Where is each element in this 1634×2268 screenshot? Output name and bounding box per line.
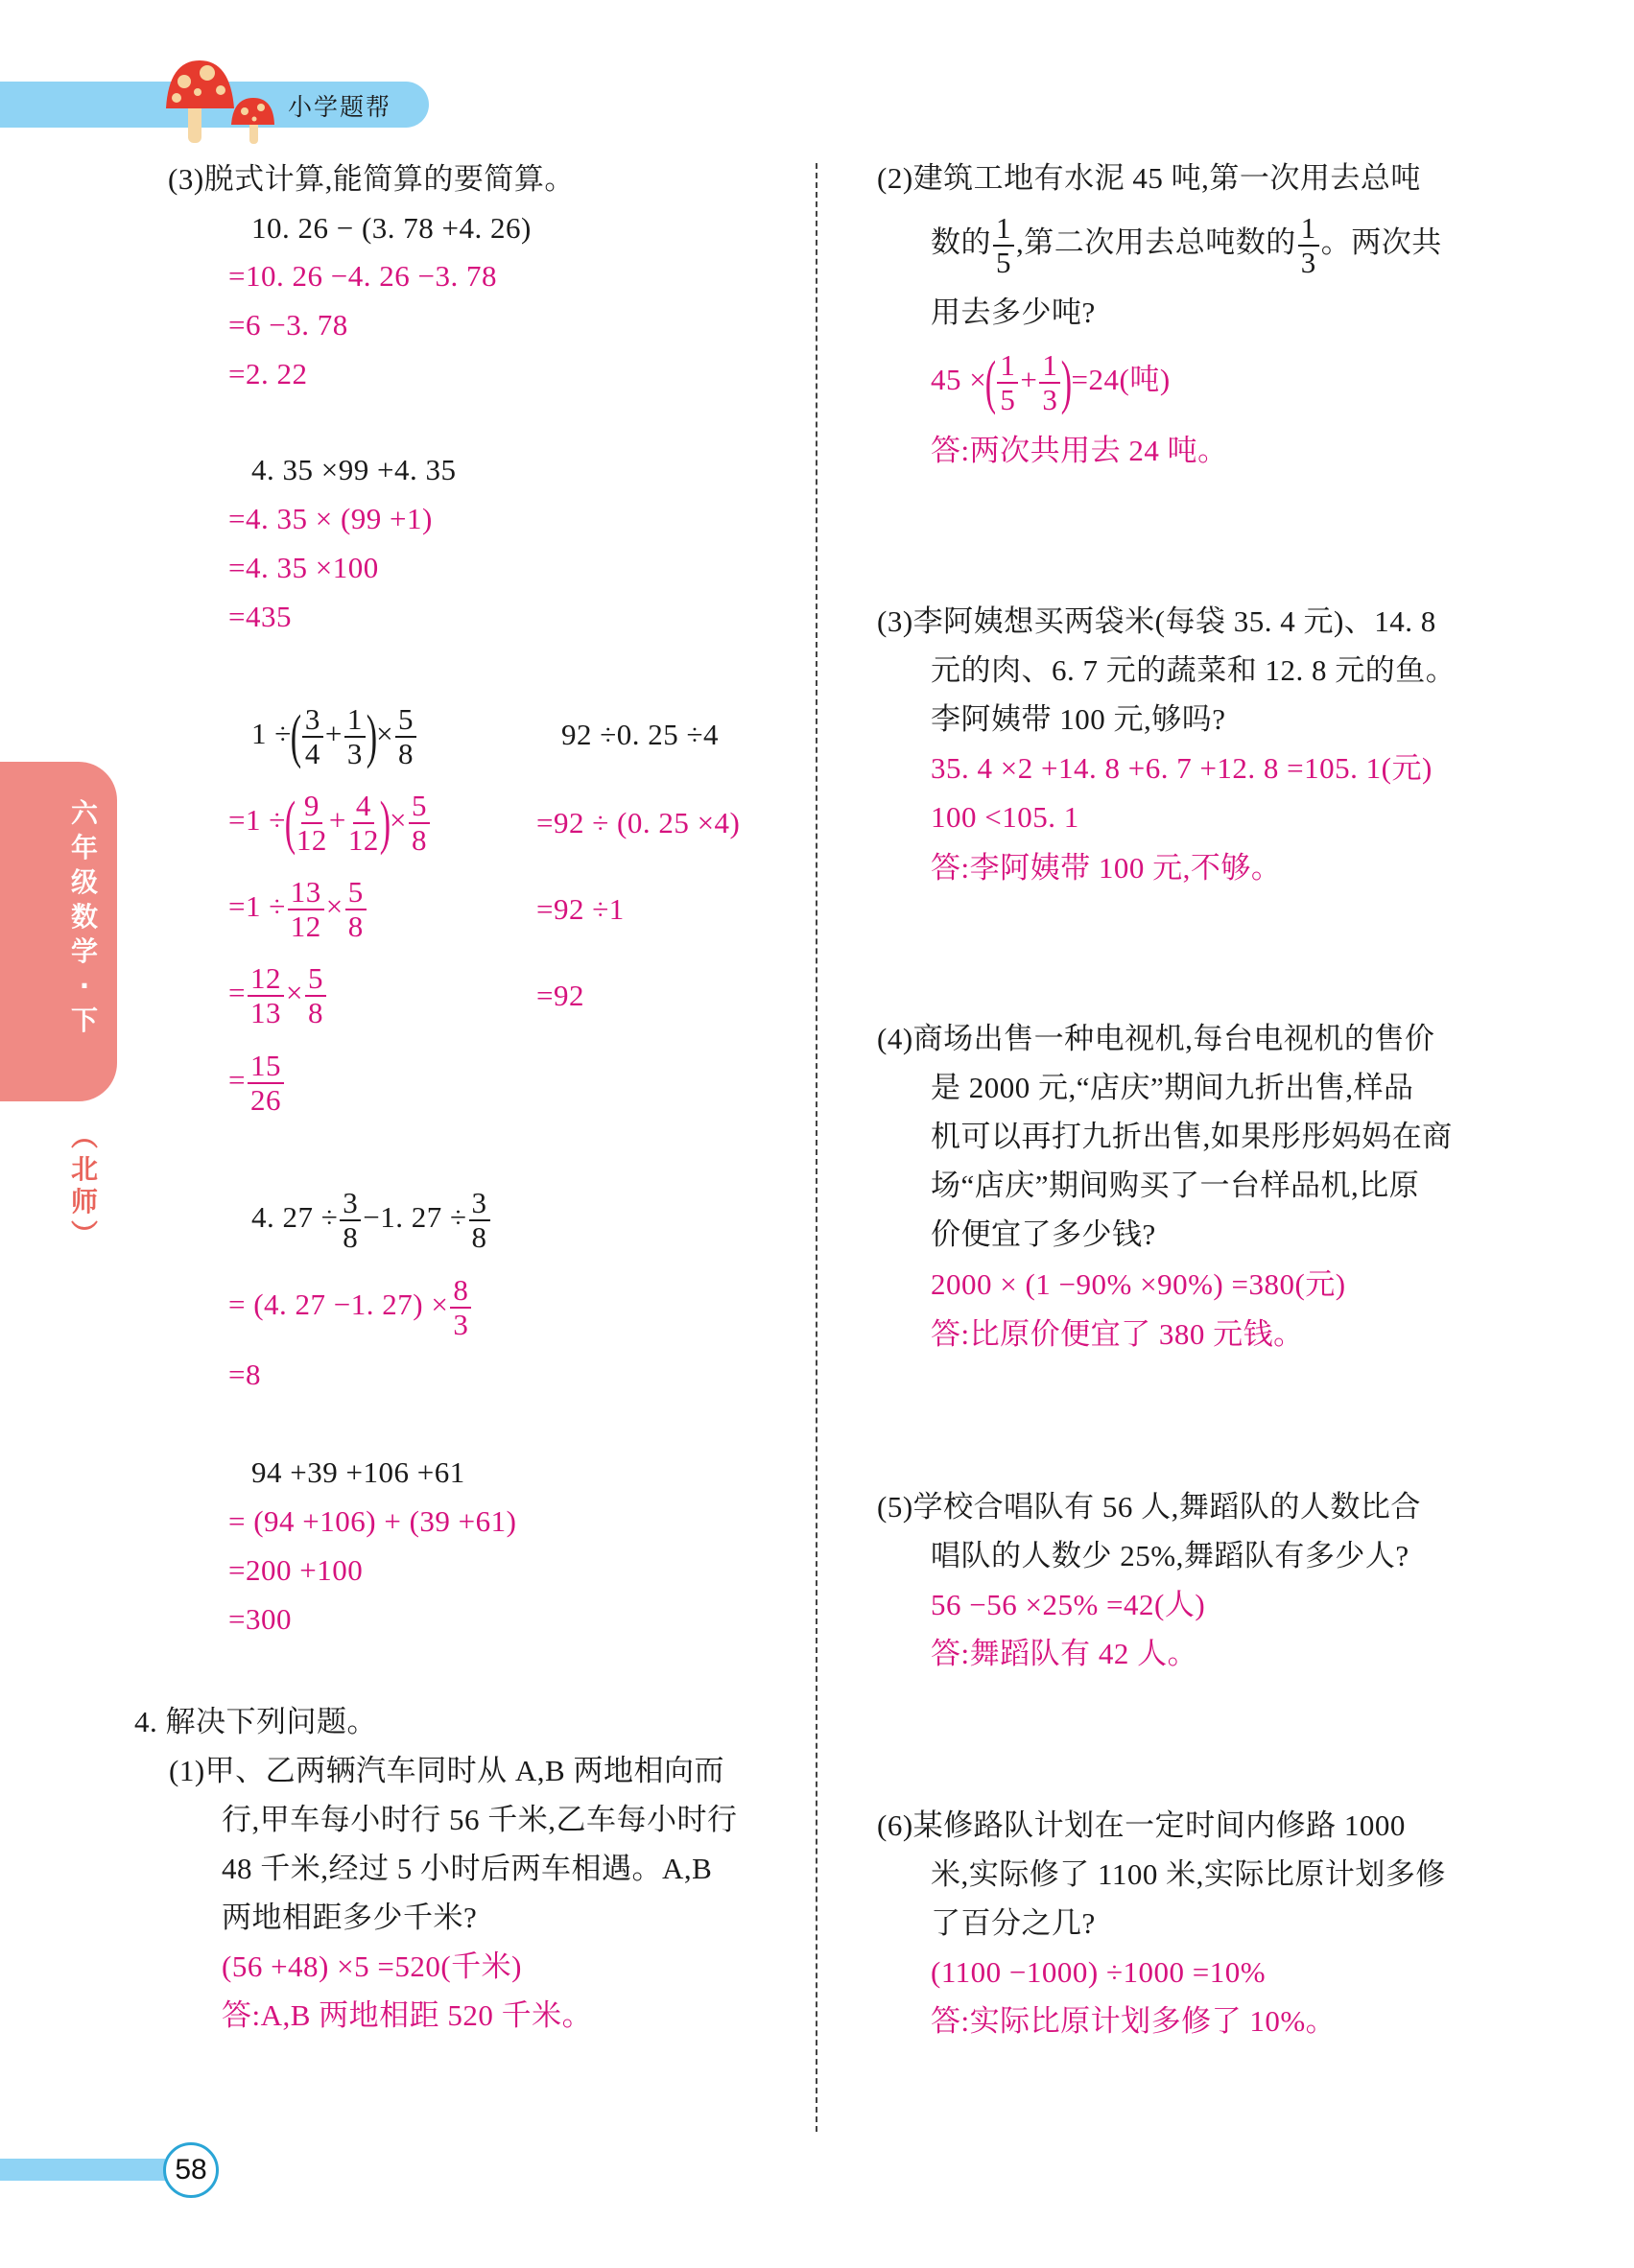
text: ,第二次用去总吨数的	[1016, 225, 1296, 260]
calc3-step	[228, 876, 368, 943]
denominator: 3	[346, 737, 363, 770]
calc3-expression	[251, 703, 418, 770]
side-tab-title	[67, 796, 102, 1038]
solution-line: 100 <105. 1	[931, 800, 1079, 834]
problem-line: 用去多少吨?	[931, 295, 1096, 329]
numerator: 1	[1039, 349, 1060, 384]
tab-char: 六	[70, 797, 98, 829]
problem-line: 场“店庆”期间购买了一台样品机,比原	[931, 1169, 1420, 1202]
operator: +	[324, 717, 343, 751]
problem-line: (5)学校合唱队有 56 人,舞蹈队的人数比合	[877, 1490, 1421, 1524]
calc5-expression	[251, 1187, 492, 1254]
calc3-step	[228, 1050, 286, 1117]
fraction	[395, 703, 416, 770]
problem-line	[931, 212, 1442, 279]
tab-char: 级	[70, 866, 98, 898]
edition-char: 师	[70, 1186, 98, 1217]
tab-char: 年	[70, 832, 98, 863]
edition-char: 北	[70, 1153, 98, 1185]
paren: (	[984, 350, 997, 415]
text: 4. 27 ÷	[251, 1200, 339, 1235]
brand-title: 小学题帮	[288, 93, 392, 121]
numerator: 4	[353, 790, 374, 824]
numerator: 9	[301, 790, 322, 824]
text: 。两次共	[1320, 225, 1442, 260]
answer-line: 答:比原价便宜了 380 元钱。	[931, 1317, 1304, 1351]
numerator: 3	[340, 1187, 361, 1221]
calc5-step: =8	[228, 1358, 261, 1391]
paren: )	[1061, 350, 1073, 415]
fraction	[409, 790, 430, 857]
problem-line: 48 千米,经过 5 小时后两车相遇。A,B	[222, 1852, 713, 1885]
q4-title: 4. 解决下列问题。	[134, 1705, 377, 1738]
mushroom-logo-icon	[161, 56, 281, 147]
denominator: 3	[1300, 246, 1316, 279]
denominator: 5	[1000, 383, 1016, 416]
solution-line: (56 +48) ×5 =520(千米)	[222, 1949, 522, 1983]
fraction	[296, 790, 327, 857]
solution-line: 56 −56 ×25% =42(人)	[931, 1588, 1206, 1621]
calc6-step: =200 +100	[228, 1553, 364, 1587]
denominator: 5	[996, 246, 1011, 279]
calc2-step: =4. 35 × (99 +1)	[228, 502, 433, 535]
page-number: 58	[163, 2142, 219, 2198]
solution-line: 2000 × (1 −90% ×90%) =380(元)	[931, 1267, 1346, 1301]
problem-line: (2)建筑工地有水泥 45 吨,第一次用去总吨	[877, 161, 1421, 195]
answer-line: 答:实际比原计划多修了 10%。	[931, 2004, 1337, 2038]
footer-bar	[0, 2159, 165, 2181]
problem-line: 元的肉、6. 7 元的蔬菜和 12. 8 元的鱼。	[931, 653, 1456, 687]
solution-line	[931, 349, 1171, 416]
operator: +	[328, 803, 346, 838]
fraction	[450, 1274, 471, 1341]
numerator: 1	[993, 212, 1014, 247]
denominator: 12	[347, 823, 379, 857]
q3-title: (3)脱式计算,能简算的要简算。	[168, 162, 575, 196]
calc6-expression: 94 +39 +106 +61	[251, 1455, 465, 1489]
numerator: 13	[288, 876, 324, 910]
denominator: 8	[412, 823, 428, 857]
calc3-step	[228, 790, 432, 857]
denominator: 8	[307, 996, 323, 1029]
numerator: 3	[302, 703, 323, 738]
denominator: 3	[1042, 383, 1058, 416]
fraction	[305, 962, 326, 1029]
numerator: 1	[1298, 212, 1319, 247]
calc1-step: =6 −3. 78	[228, 308, 348, 342]
numerator: 5	[305, 962, 326, 997]
calc2-step: =435	[228, 600, 292, 633]
solution-line: (1100 −1000) ÷1000 =10%	[931, 1955, 1267, 1989]
text: =1 ÷	[228, 803, 286, 838]
text: =	[228, 976, 246, 1010]
fraction	[248, 1050, 284, 1117]
calc3-step	[228, 962, 328, 1029]
text: 45 ×	[931, 363, 987, 397]
problem-line: 是 2000 元,“店庆”期间九折出售,样品	[931, 1071, 1414, 1104]
column-divider	[816, 163, 817, 2132]
operator: +	[1020, 363, 1038, 397]
numerator: 1	[344, 703, 366, 738]
fraction	[302, 703, 323, 770]
numerator: 8	[450, 1274, 471, 1309]
calc2-step: =4. 35 ×100	[228, 551, 379, 584]
problem-line: 了百分之几?	[931, 1906, 1096, 1940]
operator: ×	[376, 717, 394, 751]
denominator: 4	[304, 737, 320, 770]
answer-line: 答:李阿姨带 100 元,不够。	[931, 851, 1282, 885]
numerator: 5	[345, 876, 367, 910]
numerator: 1	[997, 349, 1018, 384]
paren: (	[290, 704, 302, 769]
tab-char: ·	[79, 970, 90, 1002]
problem-line: 价便宜了多少钱?	[931, 1217, 1156, 1251]
edition-char: ︶	[70, 1218, 98, 1250]
calc6-step: = (94 +106) + (39 +61)	[228, 1504, 517, 1538]
text: =24(吨)	[1071, 363, 1171, 397]
problem-line: 唱队的人数少 25%,舞蹈队有多少人?	[931, 1539, 1409, 1572]
numerator: 5	[395, 703, 416, 738]
problem-line: (6)某修路队计划在一定时间内修路 1000	[877, 1808, 1406, 1842]
operator: ×	[325, 889, 343, 924]
answer-line: 答:两次共用去 24 吨。	[931, 434, 1228, 467]
operator: ×	[390, 803, 408, 838]
problem-line: (1)甲、乙两辆汽车同时从 A,B 两地相向而	[169, 1754, 724, 1787]
text: =1 ÷	[228, 889, 286, 924]
text: 1 ÷	[251, 717, 292, 751]
calc2-expression: 4. 35 ×99 +4. 35	[251, 453, 457, 486]
answer-line: 答:A,B 两地相距 520 千米。	[222, 1998, 593, 2032]
fraction	[993, 212, 1014, 279]
numerator: 15	[248, 1050, 284, 1084]
answer-line: 答:舞蹈队有 42 人。	[931, 1637, 1198, 1670]
tab-char: 学	[70, 935, 98, 967]
fraction	[1298, 212, 1319, 279]
text: −1. 27 ÷	[363, 1200, 467, 1235]
problem-line: 机可以再打九折出售,如果彤彤妈妈在商	[931, 1120, 1453, 1153]
problem-line: (4)商场出售一种电视机,每台电视机的售价	[877, 1022, 1435, 1055]
fraction	[288, 876, 324, 943]
denominator: 8	[398, 737, 414, 770]
fraction	[340, 1187, 361, 1254]
calc4-step: =92 ÷ (0. 25 ×4)	[536, 806, 741, 839]
denominator: 8	[347, 910, 364, 943]
problem-line: 两地相距多少千米?	[222, 1901, 478, 1934]
denominator: 8	[343, 1220, 359, 1254]
fraction	[344, 703, 366, 770]
paren: (	[284, 791, 296, 856]
calc4-step: =92 ÷1	[536, 892, 625, 926]
problem-line: 行,甲车每小时行 56 千米,乙车每小时行	[222, 1803, 738, 1836]
denominator: 12	[290, 910, 321, 943]
solution-line: 35. 4 ×2 +14. 8 +6. 7 +12. 8 =105. 1(元)	[931, 751, 1433, 785]
calc4-step: =92	[536, 979, 584, 1012]
paren: )	[379, 791, 391, 856]
fraction	[348, 790, 379, 857]
denominator: 13	[249, 996, 281, 1029]
calc1-step: =2. 22	[228, 357, 308, 390]
calc1-step: =10. 26 −4. 26 −3. 78	[228, 259, 497, 293]
problem-line: 李阿姨带 100 元,够吗?	[931, 702, 1226, 736]
edition-label	[67, 1121, 102, 1251]
denominator: 26	[249, 1083, 281, 1117]
text: =	[228, 1063, 246, 1098]
problem-line: 米,实际修了 1100 米,实际比原计划多修	[931, 1857, 1446, 1891]
denominator: 12	[296, 823, 327, 857]
problem-line: (3)李阿姨想买两袋米(每袋 35. 4 元)、14. 8	[877, 604, 1436, 638]
numerator: 12	[248, 962, 284, 997]
fraction	[345, 876, 367, 943]
edition-char: ︵	[70, 1121, 98, 1152]
fraction	[997, 349, 1018, 416]
fraction	[248, 962, 284, 1029]
denominator: 3	[453, 1308, 469, 1341]
calc1-expression: 10. 26 − (3. 78 +4. 26)	[251, 211, 532, 245]
denominator: 8	[471, 1220, 487, 1254]
operator: ×	[285, 976, 303, 1010]
tab-char: 下	[70, 1004, 98, 1036]
numerator: 3	[469, 1187, 490, 1221]
text: = (4. 27 −1. 27) ×	[228, 1288, 449, 1322]
text: 数的	[931, 225, 991, 260]
fraction	[1039, 349, 1060, 416]
calc4-expression: 92 ÷0. 25 ÷4	[561, 718, 720, 751]
calc6-step: =300	[228, 1602, 292, 1636]
paren: )	[366, 704, 378, 769]
numerator: 5	[409, 790, 430, 824]
fraction	[469, 1187, 490, 1254]
calc5-step	[228, 1274, 473, 1341]
tab-char: 数	[70, 901, 98, 933]
